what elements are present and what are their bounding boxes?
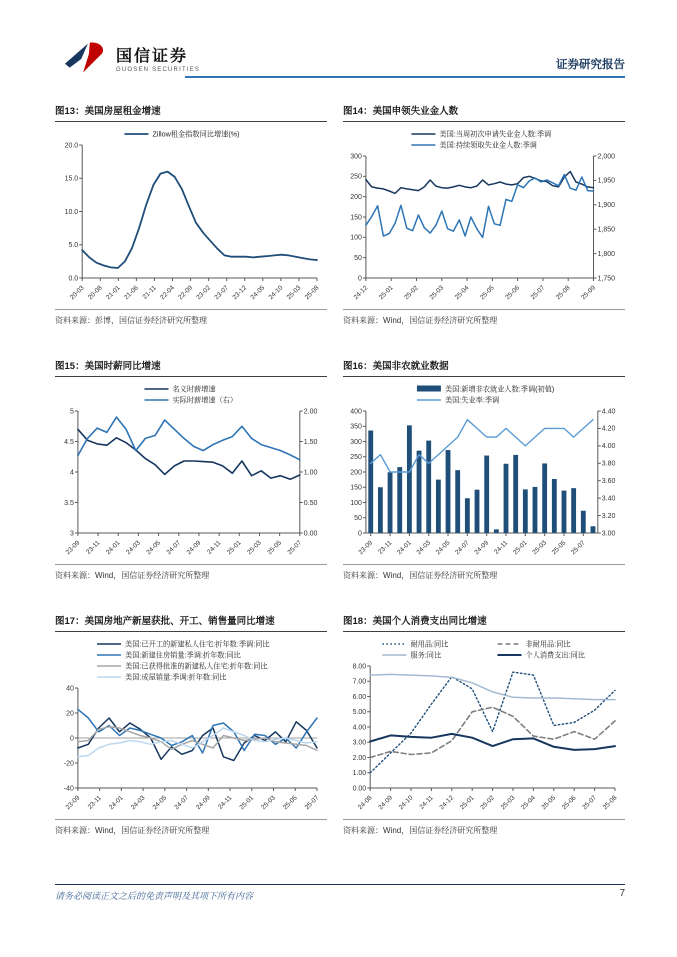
svg-text:21-06: 21-06	[123, 284, 140, 302]
svg-text:23-09: 23-09	[64, 539, 82, 557]
brand-name-cn: 国信证券	[116, 48, 189, 65]
svg-text:25-01: 25-01	[225, 539, 243, 557]
svg-text:1.50: 1.50	[303, 438, 318, 446]
svg-text:4.00: 4.00	[601, 443, 616, 451]
svg-text:5: 5	[69, 408, 74, 416]
svg-text:2,000: 2,000	[597, 153, 616, 161]
svg-text:0.00: 0.00	[303, 530, 318, 538]
svg-text:7.00: 7.00	[352, 678, 367, 686]
svg-text:4: 4	[69, 469, 74, 477]
svg-text:25-03: 25-03	[531, 539, 549, 557]
svg-text:24-05: 24-05	[145, 539, 163, 557]
svg-text:24-11: 24-11	[493, 539, 510, 556]
svg-text:24-09: 24-09	[185, 539, 203, 557]
svg-text:25-07: 25-07	[570, 539, 587, 557]
svg-text:23-07: 23-07	[213, 284, 231, 302]
svg-text:25-01: 25-01	[377, 284, 395, 302]
figure-14-chart	[343, 126, 625, 308]
svg-text:名义时薪增速: 名义时薪增速	[172, 384, 216, 394]
figure-16-chart	[343, 381, 625, 563]
guosen-logo-icon	[63, 40, 109, 76]
svg-text:25-03: 25-03	[260, 794, 277, 812]
figure-18-chart	[343, 636, 625, 818]
figure-17-source: 资料来源：Wind，国信证券经济研究所整理	[55, 819, 327, 836]
svg-text:25-03: 25-03	[428, 284, 446, 302]
brand-text	[116, 43, 200, 73]
svg-text:1,800: 1,800	[597, 250, 616, 258]
figure-18-block	[343, 611, 625, 836]
svg-text:1.00: 1.00	[352, 770, 367, 778]
svg-text:150: 150	[350, 484, 362, 492]
svg-text:25-06: 25-06	[504, 284, 522, 302]
svg-text:24-09: 24-09	[377, 794, 395, 812]
svg-text:25-01: 25-01	[458, 794, 476, 812]
svg-text:50: 50	[354, 515, 362, 523]
page-number: 7	[619, 888, 625, 899]
svg-text:5.0: 5.0	[68, 242, 79, 250]
header-divider	[185, 76, 625, 78]
svg-text:23-09: 23-09	[357, 539, 375, 557]
svg-text:美国:失业率:季调: 美国:失业率:季调	[444, 395, 500, 405]
svg-text:1,900: 1,900	[597, 202, 616, 210]
svg-text:24-03: 24-03	[125, 539, 142, 557]
figure-18-source: 资料来源：Wind，国信证券经济研究所整理	[343, 819, 625, 836]
svg-text:25-02: 25-02	[479, 794, 497, 812]
svg-text:美国:新建住房销量:季调:折年数:同比: 美国:新建住房销量:季调:折年数:同比	[125, 650, 241, 660]
svg-text:1.00: 1.00	[303, 469, 318, 477]
svg-text:服务:同比: 服务:同比	[410, 650, 442, 660]
figure-17-block	[55, 611, 327, 836]
svg-text:4.00: 4.00	[352, 724, 367, 732]
svg-text:20-03: 20-03	[68, 284, 86, 302]
svg-text:20: 20	[66, 710, 74, 718]
figure-17-title: 图17：美国房地产新屋获批、开工、销售量同比增速	[55, 611, 327, 632]
svg-text:24-08: 24-08	[356, 794, 374, 812]
svg-text:24-11: 24-11	[217, 794, 234, 811]
svg-text:24-07: 24-07	[165, 539, 183, 557]
svg-text:-40: -40	[63, 785, 74, 793]
svg-text:21-01: 21-01	[105, 284, 122, 302]
svg-text:25-05: 25-05	[550, 539, 568, 557]
svg-text:0: 0	[69, 735, 74, 743]
svg-text:4.20: 4.20	[601, 425, 616, 433]
figure-15-title: 图15：美国时薪同比增速	[55, 356, 327, 377]
svg-text:23-11: 23-11	[377, 539, 394, 556]
svg-text:250: 250	[350, 173, 362, 181]
svg-text:24-05: 24-05	[151, 794, 169, 812]
figure-14-title: 图14：美国申领失业金人数	[343, 101, 625, 122]
brand-name-en: GUOSEN SECURITIES	[116, 67, 201, 73]
svg-text:25-05: 25-05	[479, 284, 496, 302]
figure-18-title: 图18：美国个人消费支出同比增速	[343, 611, 625, 632]
figure-13-source: 资料来源：彭博，国信证券经济研究所整理	[55, 309, 327, 326]
svg-text:25-01: 25-01	[512, 539, 529, 557]
svg-text:耐用品:同比: 耐用品:同比	[410, 639, 449, 649]
svg-text:25-04: 25-04	[520, 794, 537, 812]
svg-text:250: 250	[350, 454, 362, 462]
svg-text:美国:成屋销量:季调:折年数:同比: 美国:成屋销量:季调:折年数:同比	[125, 672, 227, 682]
svg-text:4.40: 4.40	[601, 408, 616, 416]
svg-text:0: 0	[357, 275, 362, 283]
svg-text:3.80: 3.80	[601, 460, 616, 468]
svg-text:25-08: 25-08	[554, 284, 572, 302]
svg-text:3.20: 3.20	[601, 512, 616, 520]
svg-text:20.0: 20.0	[64, 142, 79, 150]
svg-text:100: 100	[350, 499, 362, 507]
svg-text:美国:已获得批准的新建私人住宅:折年数:同比: 美国:已获得批准的新建私人住宅:折年数:同比	[125, 661, 268, 671]
svg-text:Zillow租金指数同比增速(%): Zillow租金指数同比增速(%)	[152, 129, 240, 139]
svg-text:3.60: 3.60	[601, 478, 616, 486]
svg-text:150: 150	[350, 214, 362, 222]
svg-text:50: 50	[354, 254, 362, 262]
svg-text:25-02: 25-02	[403, 284, 420, 302]
svg-text:0.0: 0.0	[68, 275, 79, 283]
svg-text:25-03: 25-03	[285, 284, 303, 302]
svg-text:23-11: 23-11	[86, 794, 104, 811]
figure-16-title: 图16：美国非农就业数据	[343, 356, 625, 377]
svg-text:0: 0	[357, 530, 362, 538]
svg-text:3.00: 3.00	[601, 530, 616, 538]
svg-text:25-08: 25-08	[601, 794, 619, 812]
svg-text:24-10: 24-10	[267, 284, 285, 302]
svg-text:8.00: 8.00	[352, 663, 367, 671]
figure-16-block	[343, 356, 625, 581]
page-header	[55, 40, 625, 80]
svg-text:25-04: 25-04	[453, 284, 471, 302]
svg-text:25-01: 25-01	[238, 794, 256, 812]
svg-text:200: 200	[350, 193, 362, 201]
report-type-label: 证券研究报告	[556, 59, 625, 71]
svg-text:25-07: 25-07	[529, 284, 547, 302]
figure-13-block	[55, 101, 327, 326]
svg-text:200: 200	[350, 469, 362, 477]
figure-15-block	[55, 356, 327, 581]
svg-text:24-01: 24-01	[396, 539, 413, 557]
svg-text:350: 350	[350, 423, 362, 431]
svg-text:21-11: 21-11	[141, 284, 158, 301]
svg-text:300: 300	[350, 153, 362, 161]
svg-text:25-05: 25-05	[540, 794, 558, 812]
svg-text:5.00: 5.00	[352, 709, 367, 717]
svg-text:25-03: 25-03	[246, 539, 263, 557]
figure-14-block	[343, 101, 625, 326]
figure-16-source: 资料来源：Wind，国信证券经济研究所整理	[343, 564, 625, 581]
svg-text:24-12: 24-12	[438, 794, 456, 812]
svg-text:24-07: 24-07	[173, 794, 190, 812]
svg-text:25-06: 25-06	[560, 794, 578, 812]
svg-text:3.5: 3.5	[64, 499, 74, 507]
footer-disclaimer: 请务必阅读正文之后的免责声明及其项下所有内容	[55, 891, 254, 901]
guosen-logo	[63, 40, 200, 76]
svg-text:1,850: 1,850	[597, 226, 616, 234]
svg-text:24-09: 24-09	[473, 539, 491, 557]
svg-text:25-07: 25-07	[303, 794, 321, 812]
svg-text:25-03: 25-03	[499, 794, 517, 812]
svg-text:非耐用品:同比: 非耐用品:同比	[525, 639, 571, 649]
svg-text:23-12: 23-12	[231, 284, 249, 302]
svg-text:1,750: 1,750	[597, 275, 616, 283]
figure-17-chart	[55, 636, 327, 818]
svg-text:24-12: 24-12	[352, 284, 370, 302]
svg-text:0.00: 0.00	[352, 785, 367, 793]
figure-14-source: 资料来源：Wind，国信证券经济研究所整理	[343, 309, 625, 326]
svg-text:美国:新增非农就业人数:季调(初值): 美国:新增非农就业人数:季调(初值)	[444, 384, 555, 394]
svg-text:10.0: 10.0	[64, 208, 79, 216]
svg-text:美国:当周初次申请失业金人数:季调: 美国:当周初次申请失业金人数:季调	[439, 129, 552, 139]
svg-text:100: 100	[350, 234, 362, 242]
svg-text:400: 400	[350, 408, 362, 416]
svg-text:15.0: 15.0	[64, 175, 79, 183]
svg-text:23-09: 23-09	[64, 794, 82, 812]
svg-text:24-05: 24-05	[434, 539, 452, 557]
svg-text:25-07: 25-07	[286, 539, 304, 557]
svg-text:0.50: 0.50	[303, 499, 318, 507]
svg-text:25-08: 25-08	[303, 284, 321, 302]
svg-text:23-02: 23-02	[195, 284, 213, 302]
svg-text:2.00: 2.00	[303, 408, 318, 416]
svg-text:24-03: 24-03	[415, 539, 433, 557]
figure-15-source: 资料来源：Wind，国信证券经济研究所整理	[55, 564, 327, 581]
svg-text:25-05: 25-05	[281, 794, 299, 812]
figure-13-chart	[55, 126, 327, 308]
svg-text:20-08: 20-08	[86, 284, 104, 302]
figures-grid	[55, 101, 625, 836]
svg-text:24-09: 24-09	[195, 794, 212, 812]
svg-text:24-03: 24-03	[129, 794, 147, 812]
figure-15-chart	[55, 381, 327, 563]
svg-text:23-11: 23-11	[85, 539, 102, 556]
svg-text:3.40: 3.40	[601, 495, 616, 503]
svg-text:25-09: 25-09	[580, 284, 597, 302]
svg-text:25-07: 25-07	[581, 794, 599, 812]
svg-text:24-05: 24-05	[249, 284, 267, 302]
svg-text:3.00: 3.00	[352, 739, 367, 747]
footer-divider	[55, 884, 625, 885]
svg-text:实际时薪增速（右）: 实际时薪增速（右）	[172, 395, 238, 405]
svg-text:24-11: 24-11	[206, 539, 223, 556]
svg-text:-20: -20	[63, 760, 74, 768]
svg-text:22-09: 22-09	[177, 284, 194, 302]
svg-text:25-05: 25-05	[266, 539, 284, 557]
svg-text:2.00: 2.00	[352, 754, 367, 762]
svg-text:300: 300	[350, 438, 362, 446]
svg-text:24-01: 24-01	[108, 794, 125, 812]
svg-text:个人消费支出:同比: 个人消费支出:同比	[525, 650, 585, 660]
svg-text:24-11: 24-11	[418, 794, 435, 811]
svg-text:40: 40	[66, 685, 74, 693]
figure-13-title: 图13：美国房屋租金增速	[55, 101, 327, 122]
svg-text:4.5: 4.5	[64, 438, 74, 446]
svg-text:24-10: 24-10	[397, 794, 415, 812]
svg-text:1,950: 1,950	[597, 177, 616, 185]
svg-text:24-01: 24-01	[104, 539, 122, 557]
svg-text:22-04: 22-04	[159, 284, 176, 302]
svg-text:3: 3	[69, 530, 74, 538]
svg-text:24-07: 24-07	[454, 539, 471, 557]
svg-text:美国:已开工的新建私人住宅:折年数:季调:同比: 美国:已开工的新建私人住宅:折年数:季调:同比	[125, 639, 270, 649]
svg-text:6.00: 6.00	[352, 693, 367, 701]
svg-text:美国:持续领取失业金人数:季调: 美国:持续领取失业金人数:季调	[439, 140, 537, 150]
